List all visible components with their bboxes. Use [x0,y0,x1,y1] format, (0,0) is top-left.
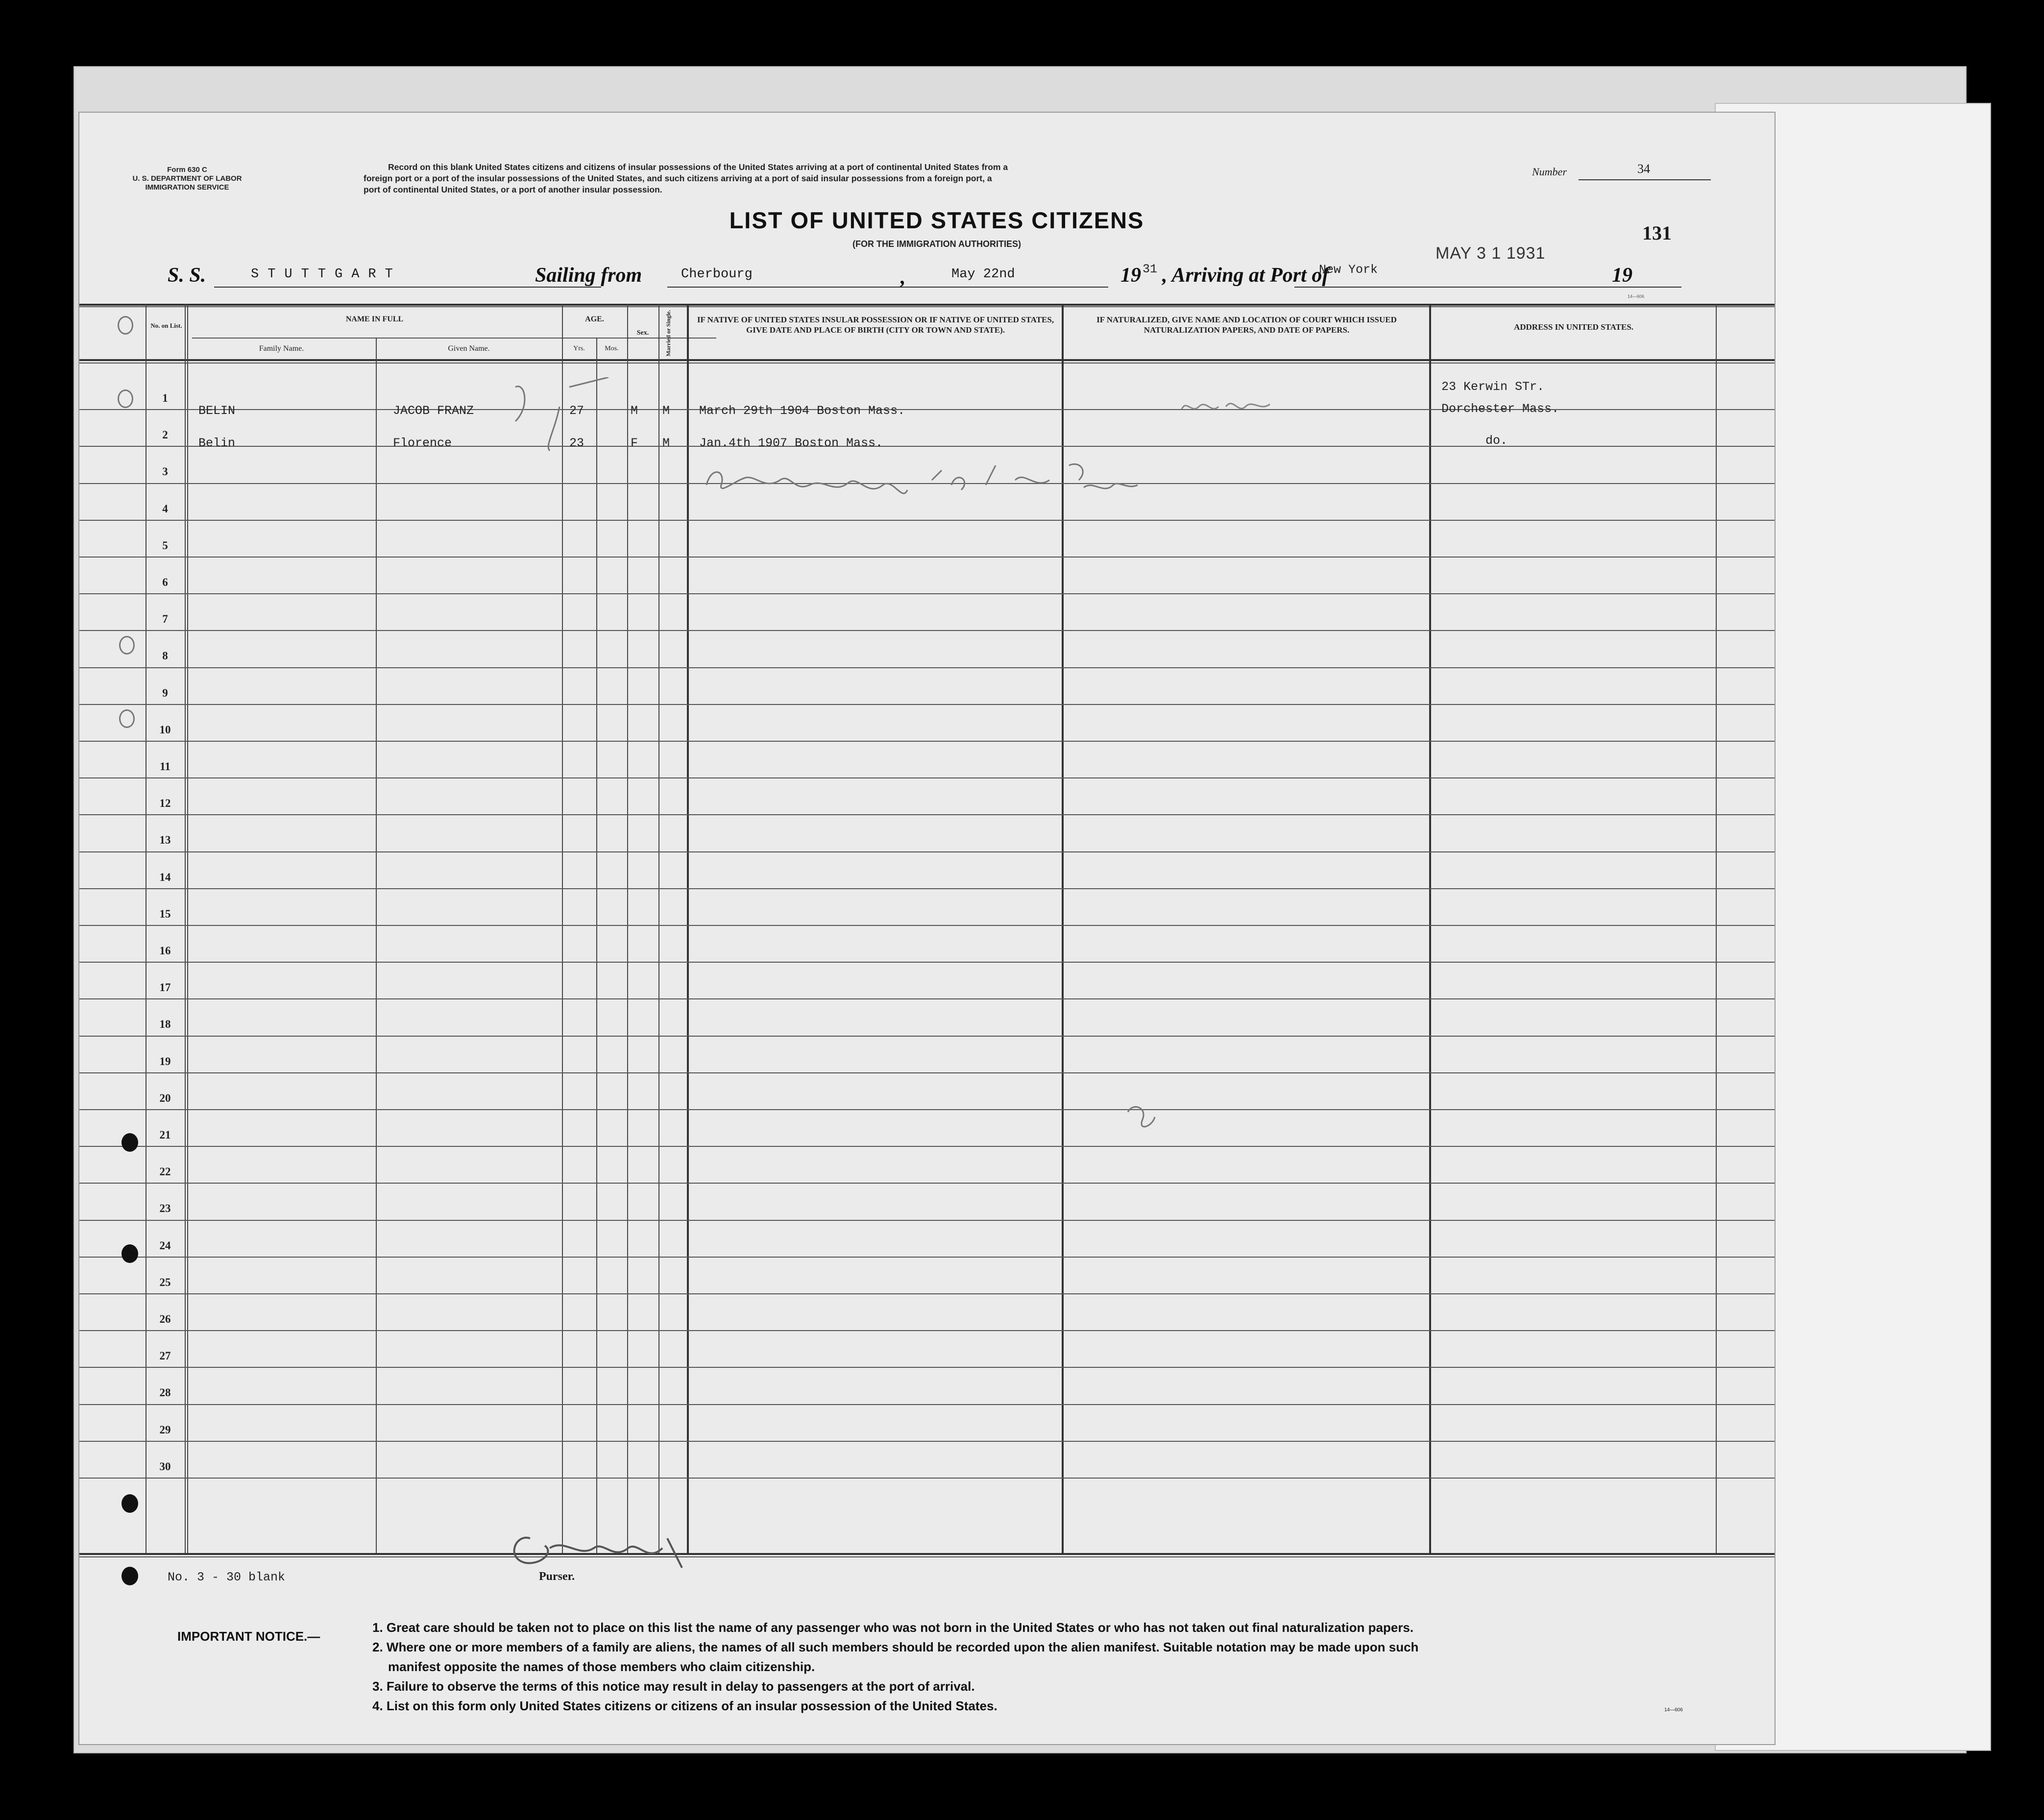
arrival-port: New York [1319,263,1378,277]
row-number: 3 [162,465,168,478]
purser-label: Purser. [539,1570,575,1583]
row-rule [79,1072,1775,1073]
row-rule [79,925,1775,926]
notice-item: 1. Great care should be taken not to place on this list the name of any passenger who was not born in the United States or who has not taken out final naturalization papers. [372,1620,1414,1635]
row-rule [79,1441,1775,1442]
row-number: 26 [159,1313,171,1325]
row-number: 1 [162,392,168,404]
row-rule [79,741,1775,742]
row-rule [79,520,1775,521]
row-number: 11 [160,760,170,773]
row2-given-name: Florence [393,436,452,450]
preamble-line: Record on this blank United States citizens and citizens of insular possessions of the United States arriving at a port of continental United States from a [388,162,1008,172]
binding-hole [122,1244,138,1263]
row2-address-line1: do. [1485,434,1508,448]
row-rule [79,446,1775,447]
manifest-sheet [78,112,1776,1745]
row-rule [79,998,1775,999]
row-rule [79,593,1775,594]
arrival-date-stamp: MAY 3 1 1931 [1436,244,1546,263]
comma: , [900,266,906,289]
row-rule [79,814,1775,815]
notice-list [372,1618,1774,1716]
col-given-name: Given Name. [448,344,490,353]
row2-family-name: Belin [198,436,236,450]
row-number: 19 [159,1055,171,1068]
row1-address-line2: Dorchester Mass. [1441,402,1559,416]
row-rule [79,1330,1775,1331]
notice-title: IMPORTANT NOTICE.— [177,1629,320,1644]
trailing-year: 19 [1612,264,1632,287]
handwritten-annotation [697,451,1211,510]
row-rule [79,1146,1775,1147]
row1-marital-status: M [662,404,670,418]
preamble-line: foreign port or a port of the insular possessions of the United States, and such citizens arriving at a port of said insular possessions from a foreign port, a [364,173,992,183]
col-address: ADDRESS IN UNITED STATES. [1513,322,1634,332]
row-rule [79,1036,1775,1037]
col-sex: Sex. [636,329,649,337]
row-number: 30 [159,1460,171,1473]
row-number: 29 [159,1423,171,1436]
notice-item: 4. List on this form only United States citizens or citizens of an insular possession of the United States. [372,1699,998,1713]
page-subtitle: (FOR THE IMMIGRATION AUTHORITIES) [852,239,1021,249]
footer-code: 14—606 [1664,1707,1683,1713]
row-rule [79,557,1775,558]
row-number: 22 [159,1165,171,1178]
row-number: 10 [159,723,171,736]
preamble-text [364,162,1539,195]
row1-family-name: BELIN [198,404,236,418]
page-number: 131 [1642,222,1672,244]
row2-marital-status: M [662,436,670,450]
row-number: 2 [162,429,168,441]
handwritten-note [1177,387,1275,421]
row-rule [79,1404,1775,1405]
row-number: 16 [159,945,171,957]
binding-hole [122,1494,138,1513]
row-number: 8 [162,650,168,662]
row-number: 24 [159,1239,171,1252]
row-number: 20 [159,1092,171,1104]
col-birth-info: IF NATIVE OF UNITED STATES INSULAR POSSESSION OR IF NATIVE OF UNITED STATES, GIVE DATE AND PLACE OF BIRTH (CITY OR TOWN AND STATE). [697,315,1054,335]
row-number: 23 [159,1202,171,1215]
row2-sex: F [631,436,638,450]
row-rule [79,1109,1775,1110]
row-number: 6 [162,576,168,588]
service-name: IMMIGRATION SERVICE [145,183,229,192]
binding-hole [118,389,133,408]
row-number: 5 [162,539,168,552]
row-number: 14 [159,871,171,883]
col-age-years: Yrs. [573,345,585,352]
row-number: 15 [159,907,171,920]
handwritten-dot [1123,1097,1162,1137]
row-rule [79,962,1775,963]
row1-given-name: JACOB FRANZ [393,404,474,418]
row-number: 7 [162,613,168,626]
row-rule [79,851,1775,852]
department-name: U. S. DEPARTMENT OF LABOR [132,174,242,183]
notice-item-continued: manifest opposite the names of those members who claim citizenship. [388,1659,815,1674]
binding-hole [119,709,135,728]
row-rule [79,704,1775,705]
row-rule [79,1367,1775,1368]
form-number: Form 630 C [167,166,207,174]
binding-hole [118,316,133,335]
row-number: 25 [159,1276,171,1288]
col-age: AGE. [585,315,604,323]
row1-sex: M [631,404,638,418]
row-rule [79,888,1775,889]
row-rule [79,630,1775,631]
row-number: 28 [159,1386,171,1399]
row-number: 27 [159,1350,171,1362]
row1-address-line1: 23 Kerwin STr. [1441,380,1545,394]
col-age-months: Mos. [605,345,619,352]
row2-age-years: 23 [569,436,584,450]
row-number: 9 [162,686,168,699]
number-value: 34 [1637,162,1650,176]
purser-signature [496,1519,751,1587]
row1-birth: March 29th 1904 Boston Mass. [699,404,905,418]
col-married-single: Married or Single. [665,310,672,357]
handwritten-mark [496,377,623,456]
print-code: 14—606 [1628,294,1645,299]
year-suffix: 31 [1143,262,1158,276]
row-rule [79,1293,1775,1294]
row-number: 4 [162,502,168,515]
preamble-line: port of continental United States, or a port of another insular possession. [364,185,662,194]
row1-age-years: 27 [569,404,584,418]
binding-hole [122,1133,138,1152]
row-number: 13 [159,834,171,847]
departure-port: Cherbourg [681,267,753,282]
ship-name: STUTTGART [251,267,402,282]
row2-birth: Jan.4th 1907 Boston Mass. [699,436,883,450]
departure-date: May 22nd [951,267,1015,282]
row-rule [79,1183,1775,1184]
binding-hole [119,636,135,655]
row-rule [79,1220,1775,1221]
row-rule [79,667,1775,668]
year-prefix: 19 [1120,264,1141,287]
ss-label: S. S. [168,264,206,287]
sailing-label: Sailing from [535,264,642,287]
row-rule [79,1257,1775,1258]
row-rule [79,1478,1775,1479]
page-title: LIST OF UNITED STATES CITIZENS [729,207,1144,233]
number-label: Number [1532,166,1567,178]
binding-hole [122,1567,138,1585]
row-number: 17 [159,981,171,994]
arriving-label: , Arriving at Port of [1162,264,1329,287]
row-number: 18 [159,1018,171,1031]
notice-item: 2. Where one or more members of a family are aliens, the names of all such members should be recorded upon the alien manifest. Suitable notation may be made upon such [372,1640,1419,1654]
row-number: 12 [159,797,171,810]
row-rule [79,777,1775,778]
col-name-in-full: NAME IN FULL [345,315,404,323]
blank-note: No. 3 - 30 blank [168,1570,286,1584]
col-family-name: Family Name. [259,344,304,353]
notice-item: 3. Failure to observe the terms of this notice may result in delay to passengers at the port of arrival. [372,1679,975,1694]
col-naturalization: IF NATURALIZED, GIVE NAME AND LOCATION OF COURT WHICH ISSUED NATURALIZATION PAPERS, AND DATE OF PAPERS. [1096,315,1397,335]
col-no-on-list: No. on List. [150,322,182,329]
row-number: 21 [159,1129,171,1141]
